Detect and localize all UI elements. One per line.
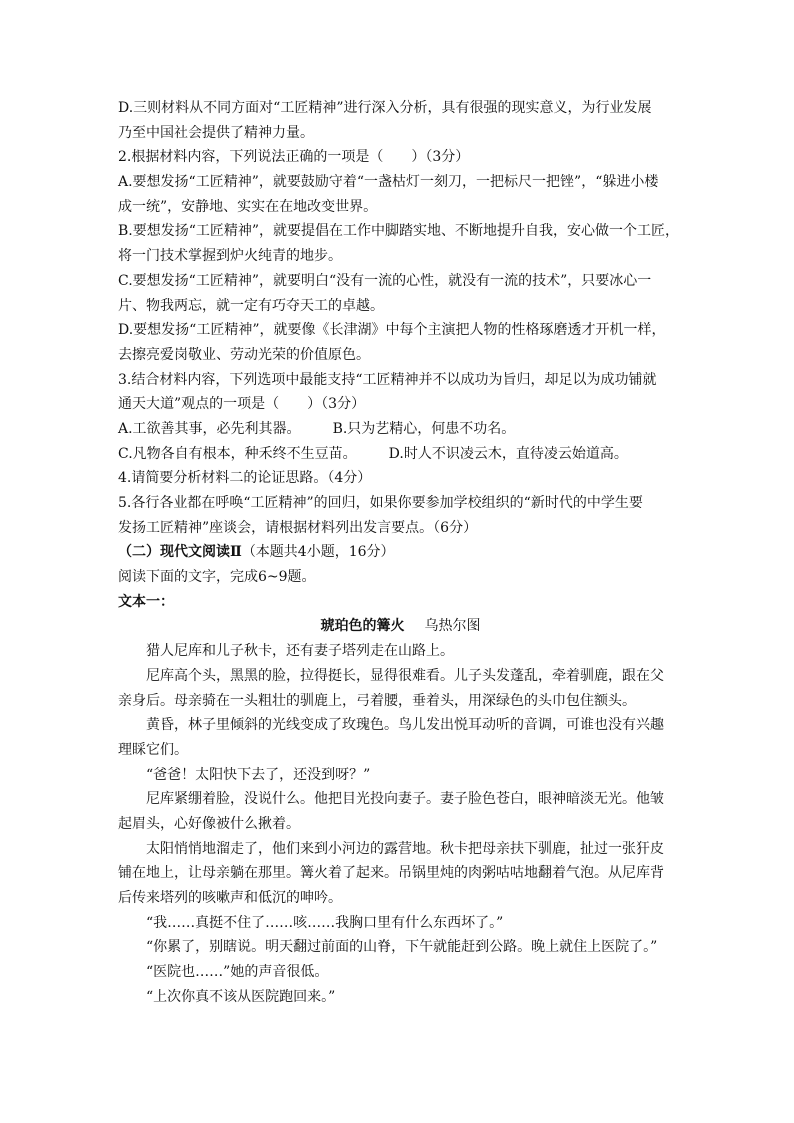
q2-option-c-line1: C.要想发扬“工匠精神”，就要明白“没有一流的心性，就没有一流的技术”，只要冰心一 [118,272,652,289]
q2-stem: 2.根据材料内容，下列说法正确的一项是（ ）（3分） [118,149,470,166]
story-title-line [118,614,683,639]
section-heading [118,540,683,565]
q3-option-b: B.只为艺精心，何患不功名。 [332,420,516,437]
story-paragraph-6-line2: 铺在地上，让母亲躺在那里。篝火着了起来。吊锅里炖的肉粥咕咕地翻着气泡。从尼库背 [118,865,664,882]
q3-options-ab [118,417,683,442]
q2-option-a-line2: 成一统”，安静地、实实在在地改变世界。 [118,198,378,215]
story-paragraph-5-line1: 尼库紧绷着脸，没说什么。他把目光投向妻子。妻子脸色苍白，眼神暗淡无光。他皱 [146,791,664,808]
q3-option-a: A.工欲善其事，必先利其器。 [118,420,301,437]
story-author: 乌热尔图 [424,618,481,635]
story-paragraph-2-line1: 尼库高个头，黑黑的脸，拉得挺长，显得很难看。儿子头发蓬乱，牵着驯鹿，跟在父 [146,667,664,684]
story-paragraph-3-line2: 理睬它们。 [118,741,188,758]
story-paragraph-6-line3: 后传来塔列的咳嗽声和低沉的呻吟。 [118,890,342,906]
q3-options-cd [118,442,683,467]
story-paragraph-5-line2: 起眉头，心好像被什么揪着。 [118,815,300,832]
story-paragraph-8: “你累了，别瞎说。明天翻过前面的山脊，下午就能赶到公路。晚上就住上医院了。” [146,939,658,956]
section-instruction: 阅读下面的文字，完成6~9题。 [118,569,316,586]
q5-stem-line2: 发扬工匠精神”座谈会，请根据材料列出发言要点。（6分） [118,519,478,536]
story-paragraph-2-line2: 亲身后。母亲骑在一头粗壮的驯鹿上，弓着腰，垂着头，用深绿色的头巾包住额头。 [118,692,636,709]
q2-option-d-line1: D.要想发扬“工匠精神”，就要像《长津湖》中每个主演把人物的性格琢磨透才开机一样， [118,322,666,339]
q2-option-d-line2: 去擦亮爱岗敬业、劳动光荣的价值原色。 [118,346,370,363]
q3-option-d: D.时人不识凌云木，直待凌云始道高。 [388,445,628,462]
q3-option-c: C.凡物各自有根本，种禾终不生豆苗。 [118,445,357,462]
story-paragraph-6-line1: 太阳悄悄地溜走了，他们来到小河边的露营地。秋卡把母亲扶下驯鹿，扯过一张犴皮 [146,840,664,857]
story-paragraph-10: “上次你真不该从医院跑回来。” [146,988,336,1005]
story-paragraph-3-line1: 黄昏，林子里倾斜的光线变成了玫瑰色。鸟儿发出悦耳动听的音调，可谁也没有兴趣 [146,717,664,734]
q4-stem: 4.请简要分析材料二的论证思路。（4分） [118,470,372,487]
q5-stem-line1: 5.各行各业都在呼唤“工匠精神”的回归，如果你要参加学校组织的“新时代的中学生要 [118,495,643,511]
story-paragraph-1: 猎人尼库和儿子秋卡，还有妻子塔列走在山路上。 [146,643,454,660]
story-title: 琥珀色的篝火 [320,618,405,635]
q2-option-b-line1: B.要想发扬“工匠精神”，就要提倡在工作中脚踏实地、不断地提升自我，安心做一个工匠， [118,223,680,240]
section-note: （本题共4小题，16分） [241,544,395,561]
section-title: （二）现代文阅读Ⅱ [118,544,242,561]
text-one-label: 文本一： [118,593,174,610]
q1-option-d-line2: 乃至中国社会提供了精神力量。 [118,124,314,141]
story-paragraph-9: “医院也……”她的声音很低。 [146,964,329,981]
document-body [118,96,683,1009]
q1-option-d-line1: D.三则材料从不同方面对“工匠精神”进行深入分析，具有很强的现实意义，为行业发展 [118,100,652,116]
q2-option-a-line1: A.要想发扬“工匠精神”，就要鼓励守着“一盏枯灯一刻刀，一把标尺一把锉”，“躲进小楼 [118,174,659,191]
story-paragraph-7: “我……真挺不住了……咳……我胸口里有什么东西坏了。” [146,914,504,931]
q2-option-b-line2: 将一门技术掌握到炉火纯青的地步。 [118,248,342,265]
q3-stem-line1: 3.结合材料内容，下列选项中最能支持“工匠精神并不以成功为旨归，却足以为成功铺就 [118,371,657,388]
q3-stem-line2: 通天大道”观点的一项是（ ）（3分） [118,396,366,413]
story-paragraph-4: “爸爸！太阳快下去了，还没到呀？” [146,766,371,783]
q2-option-c-line2: 片、物我两忘，就一定有巧夺天工的卓越。 [118,297,384,314]
